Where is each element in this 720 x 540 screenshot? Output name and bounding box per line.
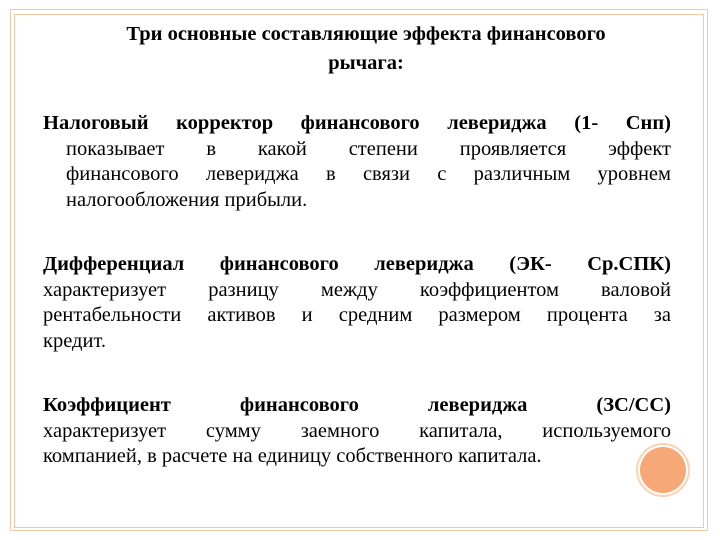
p1-line-4: налогообложения прибыли. — [66, 188, 308, 211]
paragraph-tax-corrector — [43, 111, 671, 213]
p2-line-1: Дифференциал финансового левериджа (ЭК- Ср.СПК) — [43, 253, 671, 275]
p1-line-2: показывает в какой степени проявляется эффект — [66, 137, 671, 160]
p1-line-3: финансового левериджа в связи с различным уровнем — [66, 163, 671, 185]
slide-title — [56, 20, 676, 78]
paragraph-leverage-coefficient — [43, 393, 671, 470]
p2-line-2: характеризует разницу между коэффициентом валовой — [43, 278, 671, 301]
title-line-2: рычага: — [328, 52, 404, 74]
p2-line-3: рентабельности активов и средним размером процента за — [43, 304, 671, 326]
title-line-1: Три основные составляющие эффекта финансового — [126, 23, 606, 45]
paragraph-differential — [43, 252, 671, 354]
p3-line-2: характеризует сумму заемного капитала, используемого — [43, 419, 671, 442]
orange-circle-decoration — [640, 447, 686, 493]
p2-line-4: кредит. — [43, 329, 106, 352]
p3-line-1: Коэффициент финансового левериджа (ЗС/СС) — [43, 394, 671, 416]
p1-line-1: Налоговый корректор финансового левериджа (1- Снп) — [43, 112, 671, 134]
p3-line-3: компанией, в расчете на единицу собственного капитала. — [43, 445, 542, 467]
